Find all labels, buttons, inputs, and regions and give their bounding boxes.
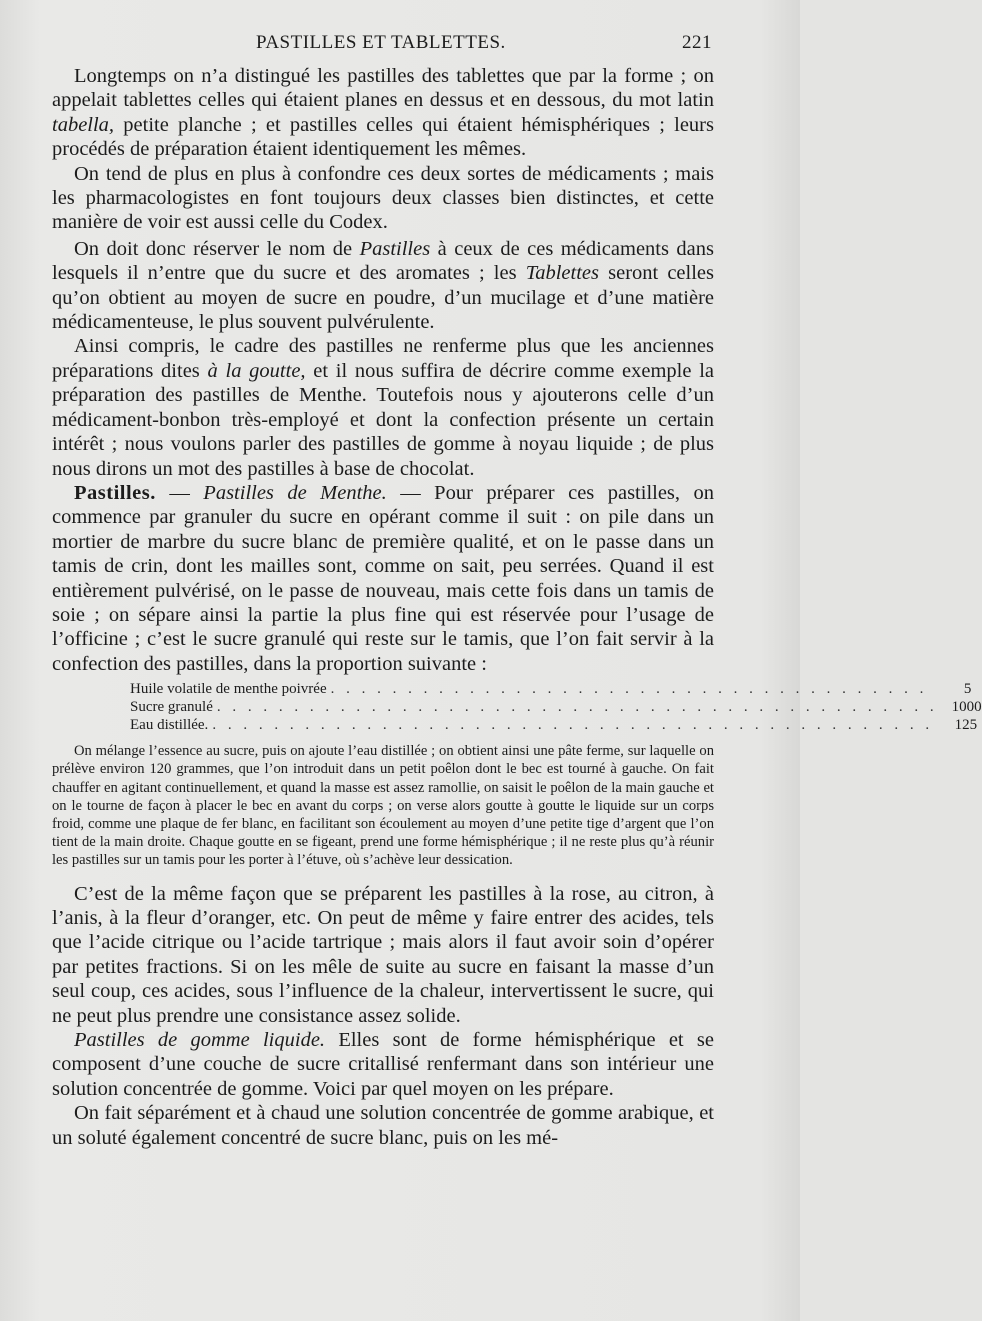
recipe-quantity: 125 xyxy=(954,717,978,734)
paragraph-8: On fait séparément et à chaud une solution concentrée de gomme arabique, et un soluté également concentré de sucre blanc, puis on les mé- xyxy=(52,1102,714,1149)
recipe-row xyxy=(130,716,978,734)
paragraph-4: Ainsi compris, le cadre des pastilles ne renferme plus que les anciennes préparations dites à la goutte, et il nous suffira de décrire comme exemple la préparation des pastilles de Menthe. Toutefois nous y ajouterons celle d’un médicament-bonbon très-employé et dont la confection présente un certain intérêt ; nous voulons parler des pastilles de gomme à noyau liquide ; de plus nous dirons un mot des pastilles à base de chocolat. xyxy=(52,335,714,480)
small-print-note: On mélange l’essence au sucre, puis on ajoute l’eau distillée ; on obtient ainsi une pâte ferme, sur laquelle on prélève environ 120 grammes, que l’on introduit dans un petit poêlon dont le bec est tourné à gauche. On fait chauffer en agitant continuellement, et quand la masse est assez ramollie, on saisit le poêlon de la main gauche et on le tourne de façon à placer le bec en avant du corps ; on verse alors goutte à goutte le liquide sur un corps froid, comme une plaque de fer blanc, en facilitant son écoulement au moyen d’une petite tige d’argent que l’on tient de la main droite. Chaque goutte en se figeant, prend une forme hémisphérique ; il ne reste plus qu’à réunir les pastilles sur un tamis pour les porter à l’étuve, où s’achève leur dessication. xyxy=(52,743,714,869)
leader-dots: . . . . . . . . . . . . . . . . . . . . . . . . . . . . . . . . . . . . . . . . . . . . . . . xyxy=(216,699,938,716)
recipe-row xyxy=(130,680,972,698)
paragraph-3: On doit donc réserver le nom de Pastilles à ceux de ces médicaments dans lesquels il n’entre que du sucre et des aromates ; les Tablettes seront celles qu’on obtient au moyen de sucre en poudre, d’un mucilage et d’une matière médicamenteuse, le plus souvent pulvérulente. xyxy=(52,237,714,334)
recipe-quantity: 1000 xyxy=(951,699,982,716)
recipe-row xyxy=(130,698,982,716)
page-number: 221 xyxy=(682,32,712,53)
paragraph-1: Longtemps on n’a distingué les pastilles des tablettes que par la forme ; on appelait tablettes celles qui étaient planes en dessus et en dessous, du mot latin tabella, petite planche ; et pastilles celles qui étaient hémisphériques ; leurs procédés de préparation étaient identiquement les mêmes. xyxy=(52,65,714,161)
leader-dots: . . . . . . . . . . . . . . . . . . . . . . . . . . . . . . . . . . . . . . . xyxy=(330,681,928,698)
paragraph-5: Pastilles. — Pastilles de Menthe. — Pour préparer ces pastilles, on commence par granuler du sucre en opérant comme il suit : on pile dans un mortier de marbre du sucre blanc de première qualité, et on le passe dans un tamis de crin, dont les mailles sont, comme on sait, peu serrées. Quand il est entièrement pulvérisé, on le passe de nouveau, mais cette fois dans un tamis de soie ; on sépare ainsi la partie la plus fine qui est réservée pour l’usage de l’officine ; c’est le sucre granulé qui reste sur le tamis, que l’on fait servir à la confection des pastilles, dans la proportion suivante : xyxy=(52,481,714,675)
recipe-ingredient: Eau distillée. xyxy=(130,717,209,734)
running-title: PASTILLES ET TABLETTES. xyxy=(256,32,506,53)
section-heading: Pastilles. xyxy=(74,481,156,504)
page-header xyxy=(56,32,712,58)
recipe-table xyxy=(130,680,982,734)
leader-dots: . . . . . . . . . . . . . . . . . . . . . . . . . . . . . . . . . . . . . . . . . . . . . . . xyxy=(212,717,934,734)
paragraph-7: Pastilles de gomme liquide. Elles sont de forme hémisphérique et se composent d’une couche de sucre critallisé renfermant dans son intérieur une solution concentrée de gomme. Voici par quel moyen on les prépare. xyxy=(52,1029,714,1100)
recipe-ingredient: Huile volatile de menthe poivrée xyxy=(130,681,327,698)
page-body xyxy=(52,64,982,1150)
paragraph-6: C’est de la même façon que se préparent les pastilles à la rose, au citron, à l’anis, à la fleur d’oranger, etc. On peut de même y faire entrer des acides, tels que l’acide citrique ou l’acide tartrique ; mais alors il faut avoir soin d’opérer par petites fractions. Si on les mêle de suite au sucre en faisant la masse d’un seul coup, ces acides, sous l’influence de la chaleur, intervertissent le sucre, qui ne peut plus prendre une consistance assez solide. xyxy=(52,882,714,1027)
recipe-ingredient: Sucre granulé xyxy=(130,699,213,716)
paragraph-2: On tend de plus en plus à confondre ces deux sortes de médicaments ; mais les pharmacologistes en font toujours deux classes bien distinctes, et cette manière de voir est aussi celle du Codex. xyxy=(52,162,714,234)
recipe-quantity: 5 xyxy=(963,681,972,698)
